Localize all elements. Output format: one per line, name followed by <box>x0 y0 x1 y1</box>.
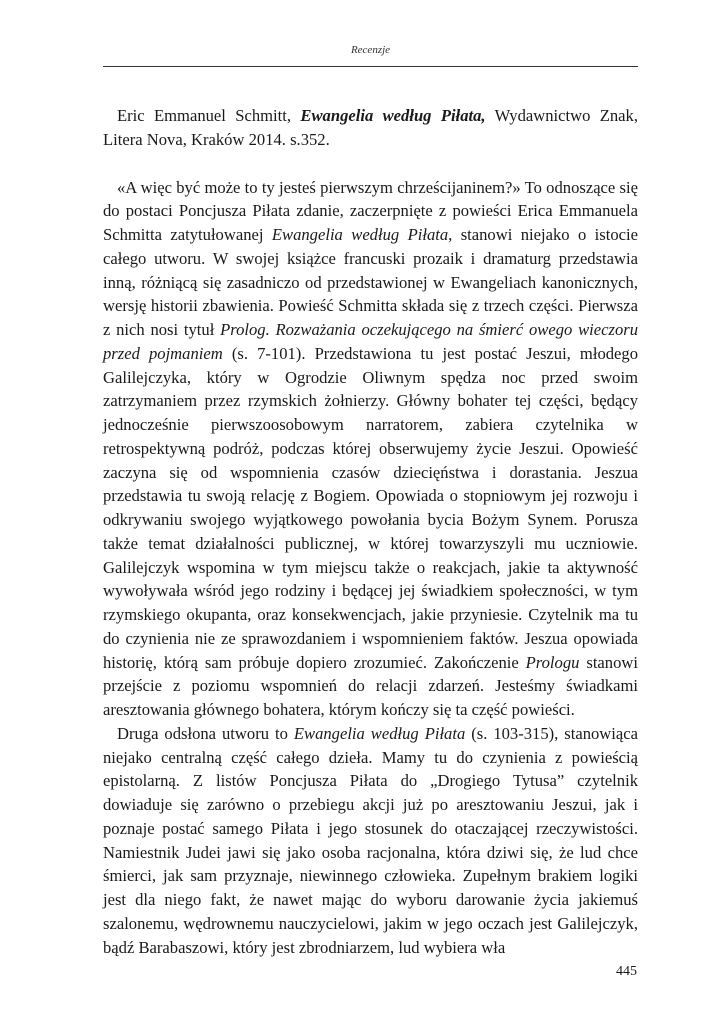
p1-text-1: «A więc być może to ty jesteś pierwszym chrześcijaninem?» To odnoszące się do postaci Poncjusza Piłata zdanie, zaczerpnięte z powieści Erica Emmanuela Schmitta zatytułowanej <box>103 177 638 244</box>
citation-author: Eric Emmanuel Schmitt, <box>117 106 292 125</box>
paragraph-2 <box>103 722 638 960</box>
running-header: Recenzje <box>350 44 391 56</box>
citation-title: Ewangelia według Piłata, <box>300 106 486 125</box>
citation-publisher: Wydawnictwo Znak, Litera Nova, Kraków 2014. s.352. <box>103 106 638 149</box>
p2-text-2: (s. 103-315), stanowiąca niejako centralną część całego dzieła. Mamy tu do czynienia z powieścią epistolarną. Z listów Poncjusza Piłata do „Drogiego Tytusa” czytelnik dowiaduje się zarówno o przebiegu akcji już po aresztowaniu Jeszui, jak i poznaje postać samego Piłata i jego stosunek do otaczającej rzeczywistości. Namiestnik Judei jawi się jako osoba racjonalna, która dziwi się, że lud chce śmierci, jak sam przyznaje, niewinnego człowieka. Zupełnym brakiem logiki jest dla niego fakt, że nawet mając do wyboru darowanie życia jakiemuś szalonemu, wędrownemu nauczycielowi, jakim w jego oczach jest Galilejczyk, bądź Barabaszowi, który jest zbrodniarzem, lud wybiera wła <box>103 723 638 957</box>
p1-title-3: Prologu <box>525 652 580 672</box>
page-number: 445 <box>616 964 637 979</box>
paragraph-gap <box>103 152 638 176</box>
p2-title-1: Ewangelia według Piłata <box>293 723 466 743</box>
p1-text-2: , stanowi niejako o istocie całego utworu. W swojej książce francuski prozaik i dramaturg przedstawia inną, różniącą się zasadniczo od przedstawionej w Ewangeliach kanonicznych, wersję historii zbawienia. Powieść Schmitta składa się z trzech części. Pierwsza z nich nosi tytuł <box>103 225 638 339</box>
p1-text-4: stanowi przejście z poziomu wspomnień do relacji zdarzeń. Jesteśmy świadkami aresztowania głównego bohatera, którym kończy się ta część powieści. <box>103 652 638 719</box>
article-body <box>103 104 638 959</box>
paragraph-1 <box>103 176 638 722</box>
header-rule <box>103 66 638 67</box>
book-citation <box>103 104 638 152</box>
p2-text-1: Druga odsłona utworu to <box>117 723 294 743</box>
p1-title-1: Ewangelia według Piłata <box>271 225 449 244</box>
p1-title-2: Prolog. Rozważania oczekującego na śmierć owego wieczoru przed pojmaniem <box>103 320 638 363</box>
p1-text-3: (s. 7-101). Przedstawiona tu jest postać Jeszui, młodego Galilejczyka, który w Ogrodzie Oliwnym spędza noc przed swoim zatrzymaniem przez rzymskich żołnierzy. Główny bohater tej części, będący jednocześnie pierwszoosobowym narratorem, zabiera czytelnika w retrospektywną podróż, podczas której obserwujemy życie Jeszui. Opowieść zaczyna się od wspomnienia czasów dziecięństwa i dorastania. Jeszua przedstawia tu swoją relację z Bogiem. Opowiada o stopniowym jej rozwoju i odkrywaniu swojego wyjątkowego powołania bycia Bożym Synem. Porusza także temat działalności publicznej, w której towarzyszyli mu uczniowie. Galilejczyk wspomina w tym miejscu także o reakcjach, jakie ta aktywność wywoływała wśród jego rodziny i będącej jej świadkiem społeczności, w tym rzymskiego okupanta, oraz konsekwencjach, jakie przyniesie. Czytelnik ma tu do czynienia nie ze sprawozdaniem i wspomnieniem faktów. Jeszua opowiada historię, którą sam próbuje dopiero zrozumieć. Zakończenie <box>103 343 639 672</box>
